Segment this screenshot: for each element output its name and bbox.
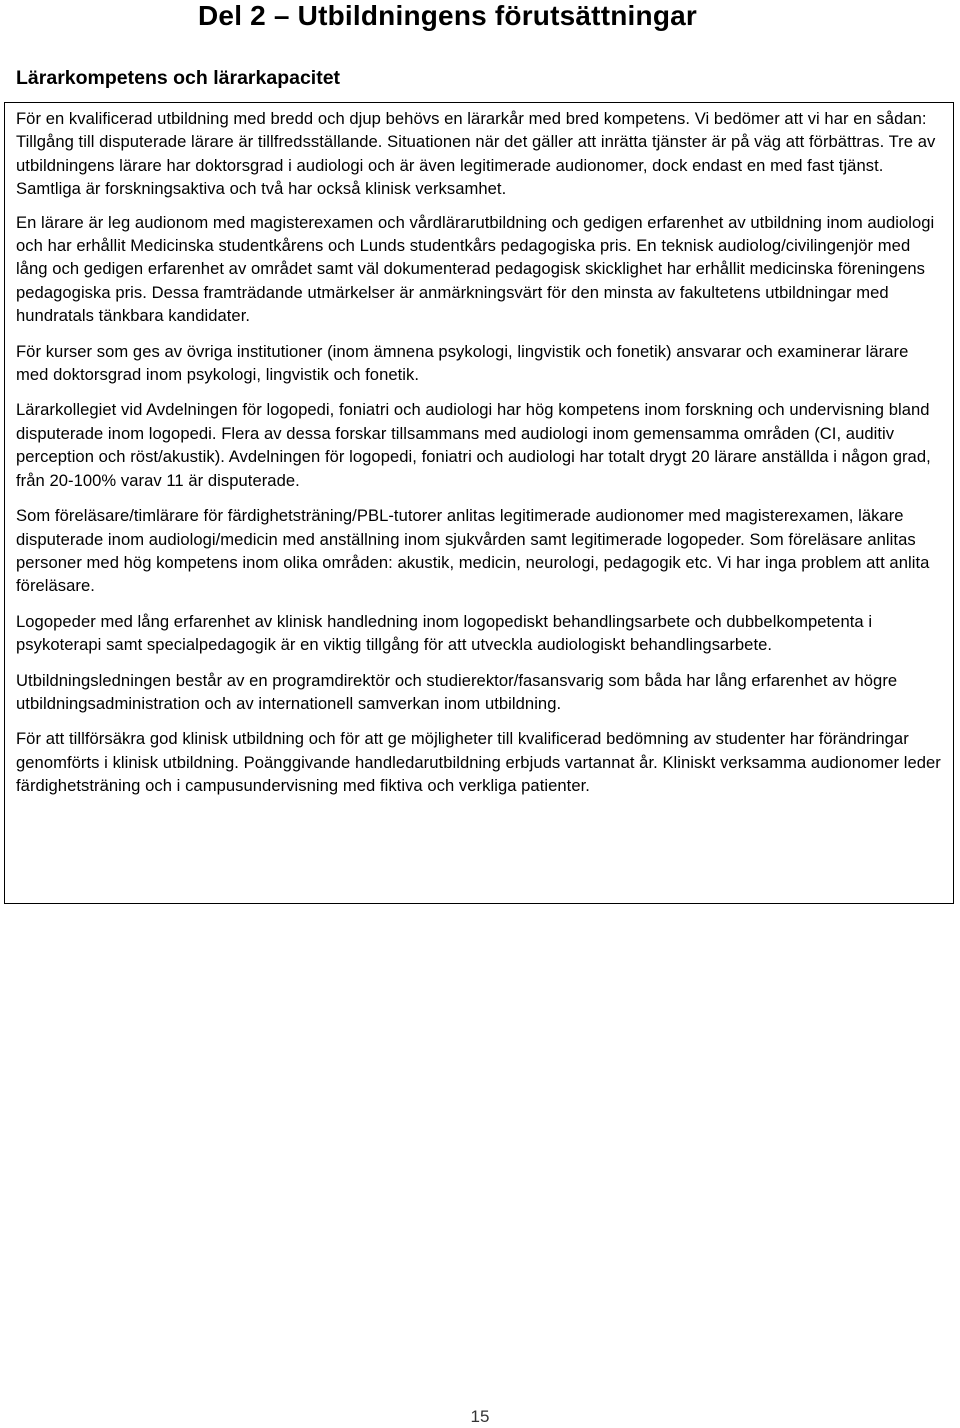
page-heading: Del 2 – Utbildningens förutsättningar [198,0,697,31]
paragraph-awarded-teachers: En lärare är leg audionom med magisterexamen och vårdlärarutbildning och gedigen erfarenhet av utbildning inom audiologi och har erhållit Medicinska studentkårens och Lunds studentkårs pedagogiska pris. En teknisk audiolog/civilingenjör med lång och gedigen erfarenhet av området samt väl dokumenterad pedagogisk skicklighet har erhållit medicinska föreningens pedagogiska pris. Dessa framträdande utmärkelser är anmärkningsvärt för den minsta av fakultetens utbildningar med hundratals tänkbara kandidater. [16,212,935,326]
page-number: 15 [470,1407,490,1426]
paragraph-other-institutions: För kurser som ges av övriga institutioner (inom ämnena psykologi, lingvistik och fonetik) ansvarar och examinerar lärare med doktorsgrad inom psykologi, lingvistik och fonetik. [16,341,909,385]
content-box [4,102,954,904]
paragraph-clinical-education: För att tillförsäkra god klinisk utbildning och för att ge möjligheter till kvalificerad bedömning av studenter har förändringar genomförts i klinisk utbildning. Poänggivande handledarutbildning erbjuds vartannat år. Kliniskt verksamma audionomer leder färdighetsträning och i campusundervisning med fiktiva och verkliga patienter. [16,729,941,796]
paragraph-teacher-collegium: Lärarkollegiet vid Avdelningen för logopedi, foniatri och audiologi har hög kompetens inom forskning och undervisning bland disputerade inom logopedi. Flera av dessa forskar tillsammans med audiologi inom gemensamma områden (CI, auditiv perception och röst/akustik). Avdelningen för logopedi, foniatri och audiologi har totalt drygt 20 lärare anställda i någon grad, från 20-100% varav 11 är disputerade. [16,400,931,490]
paragraph-teacher-competence: För en kvalificerad utbildning med bredd och djup behövs en lärarkår med bred kompetens. Vi bedömer att vi har en sådan: Tillgång till disputerade lärare är tillfredsställande. Situationen när det gäller att inrätta tjänster är på väg att förbättras. Tre av utbildningens lärare har doktorsgrad i audiologi och är även legitimerade audionomer, dock endast en med fast tjänst. Samtliga är forskningsaktiva och två har också klinisk verksamhet. [16,109,936,199]
paragraph-lecturers: Som föreläsare/timlärare för färdighetsträning/PBL-tutorer anlitas legitimerade audionomer med magisterexamen, läkare disputerade inom audiologi/medicin med anställning inom sjukvården samt legitimerade logopeder. Som föreläsare anlitas personer med hög kompetens inom olika områden: akustik, medicin, neurologi, pedagogik etc. Vi har inga problem att anlita föreläsare. [16,506,930,596]
paragraph-speech-therapists: Logopeder med lång erfarenhet av klinisk handledning inom logopediskt behandlingsarbete och dubbelkompetenta i psykoterapi samt specialpedagogik är en viktig tillgång för att utveckla audiologiskt behandlingsarbete. [16,611,873,655]
section-heading: Lärarkompetens och lärarkapacitet [16,67,341,89]
paragraph-program-management: Utbildningsledningen består av en programdirektör och studierektor/fasansvarig som båda har lång erfarenhet av högre utbildningsadministration och av internationell samverkan inom utbildning. [16,670,898,713]
